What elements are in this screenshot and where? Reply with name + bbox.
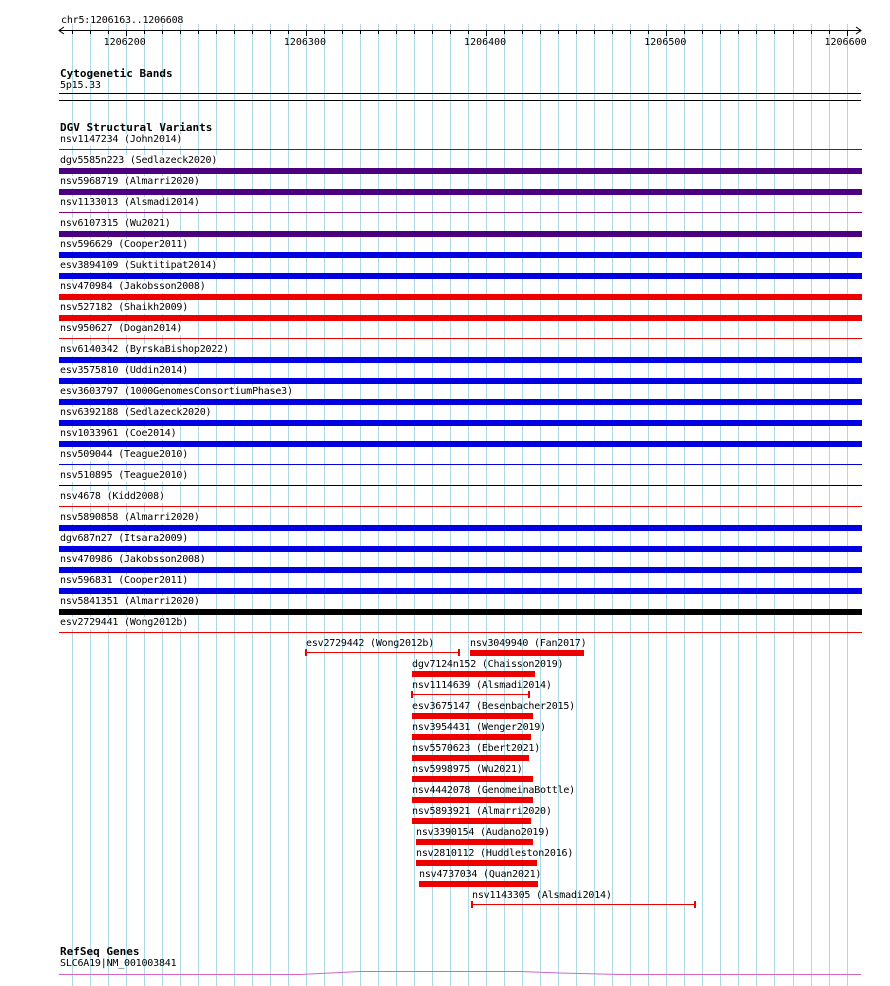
dgv-variant-label[interactable]: esv3575810 (Uddin2014) — [60, 365, 189, 376]
dgv-variant-bar[interactable] — [59, 252, 862, 258]
cytoband-bar[interactable] — [59, 93, 861, 94]
dgv-variant-label[interactable]: nsv470984 (Jakobsson2008) — [60, 281, 206, 292]
dgv-variant-endcap — [471, 901, 473, 908]
dgv-variant-bar[interactable] — [59, 609, 862, 615]
dgv-variant-bar[interactable] — [59, 546, 862, 552]
dgv-variant-endcap — [694, 901, 696, 908]
dgv-variant-row[interactable] — [0, 534, 890, 555]
dgv-variant-label[interactable]: nsv3954431 (Wenger2019) — [412, 722, 546, 733]
dgv-variant-bar[interactable] — [59, 567, 862, 573]
dgv-variant-label[interactable]: esv2729442 (Wong2012b) — [306, 638, 435, 649]
dgv-variant-bar[interactable] — [59, 273, 862, 279]
dgv-variant-bar[interactable] — [59, 168, 862, 174]
dgv-variant-row[interactable] — [0, 576, 890, 597]
dgv-variant-label[interactable]: nsv950627 (Dogan2014) — [60, 323, 183, 334]
dgv-variant-label[interactable]: nsv1133013 (Alsmadi2014) — [60, 197, 200, 208]
refseq-track-title: RefSeq Genes — [60, 945, 140, 958]
dgv-variant-label[interactable]: nsv5890858 (Almarri2020) — [60, 512, 200, 523]
dgv-variant-bar[interactable] — [412, 671, 535, 677]
dgv-variant-line[interactable] — [59, 506, 862, 507]
dgv-variant-label[interactable]: nsv4737034 (Quan2021) — [419, 869, 542, 880]
dgv-variant-label[interactable]: nsv1143305 (Alsmadi2014) — [472, 890, 612, 901]
dgv-variant-row[interactable] — [0, 366, 890, 387]
dgv-variant-bar[interactable] — [416, 860, 537, 866]
dgv-variant-row[interactable] — [0, 492, 890, 513]
dgv-variant-bar[interactable] — [59, 399, 862, 405]
ruler-tick-label: 1206300 — [283, 37, 326, 48]
dgv-variant-row[interactable] — [0, 513, 890, 534]
dgv-variant-label[interactable]: nsv5841351 (Almarri2020) — [60, 596, 200, 607]
dgv-variant-label[interactable]: nsv5570623 (Ebert2021) — [412, 743, 541, 754]
gene-intron-line — [59, 972, 861, 975]
dgv-variant-label[interactable]: nsv5893921 (Almarri2020) — [412, 806, 552, 817]
dgv-variant-row[interactable] — [0, 345, 890, 366]
dgv-variant-bar[interactable] — [419, 881, 538, 887]
dgv-variant-row[interactable] — [0, 450, 890, 471]
ruler-tick-label: 1206600 — [824, 37, 867, 48]
dgv-variant-label[interactable]: nsv596629 (Cooper2011) — [60, 239, 189, 250]
dgv-variant-label[interactable]: esv3894109 (Suktitipat2014) — [60, 260, 218, 271]
ruler-tick-label: 1206200 — [103, 37, 146, 48]
dgv-variant-row[interactable] — [0, 555, 890, 576]
dgv-variant-bar[interactable] — [412, 776, 533, 782]
cytoband-bar-bottom — [59, 100, 861, 101]
dgv-variant-label[interactable]: nsv4442078 (GenomeinaBottle) — [412, 785, 575, 796]
dgv-variant-bar[interactable] — [59, 357, 862, 363]
dgv-variant-label[interactable]: nsv4678 (Kidd2008) — [60, 491, 165, 502]
ruler-tick-label: 1206500 — [644, 37, 687, 48]
dgv-variant-label[interactable]: dgv7124n152 (Chaisson2019) — [412, 659, 564, 670]
dgv-variant-line[interactable] — [59, 464, 862, 465]
dgv-variant-bar[interactable] — [59, 420, 862, 426]
dgv-variant-endcap — [458, 649, 460, 656]
dgv-variant-row[interactable] — [0, 471, 890, 492]
dgv-variant-row[interactable] — [0, 198, 890, 219]
dgv-variant-bar[interactable] — [416, 839, 533, 845]
dgv-variant-label[interactable]: nsv1033961 (Coe2014) — [60, 428, 177, 439]
refseq-gene-model[interactable] — [0, 965, 890, 977]
dgv-variant-line[interactable] — [59, 212, 862, 213]
dgv-variant-row[interactable] — [0, 261, 890, 282]
dgv-variant-bar[interactable] — [59, 294, 862, 300]
dgv-variant-line[interactable] — [59, 485, 862, 486]
dgv-variant-bar[interactable] — [412, 797, 533, 803]
dgv-variant-bar[interactable] — [59, 588, 862, 594]
dgv-variant-line[interactable] — [59, 149, 862, 150]
dgv-variant-label[interactable]: esv3675147 (Besenbacher2015) — [412, 701, 575, 712]
dgv-variant-bar[interactable] — [412, 713, 533, 719]
dgv-variant-bar[interactable] — [59, 441, 862, 447]
dgv-variant-endcap — [411, 691, 413, 698]
dgv-variant-label[interactable]: nsv6140342 (ByrskaBishop2022) — [60, 344, 229, 355]
dgv-variant-row[interactable] — [0, 156, 890, 177]
dgv-variant-row[interactable] — [0, 429, 890, 450]
dgv-variant-bar[interactable] — [59, 231, 862, 237]
dgv-variant-line[interactable] — [59, 338, 862, 339]
dgv-variant-bar[interactable] — [470, 650, 584, 656]
dgv-variant-label[interactable]: nsv527182 (Shaikh2009) — [60, 302, 189, 313]
dgv-variant-line[interactable] — [412, 694, 529, 695]
cytogenetic-track-title: Cytogenetic Bands — [60, 67, 173, 80]
dgv-variant-label[interactable]: nsv3049940 (Fan2017) — [470, 638, 587, 649]
dgv-variant-label[interactable]: nsv470986 (Jakobsson2008) — [60, 554, 206, 565]
dgv-variant-row[interactable] — [0, 324, 890, 345]
dgv-variant-bar[interactable] — [59, 315, 862, 321]
dgv-variant-row[interactable] — [0, 408, 890, 429]
dgv-variant-endcap — [305, 649, 307, 656]
ruler-tick-label: 1206400 — [464, 37, 507, 48]
dgv-variant-row[interactable] — [0, 135, 890, 156]
dgv-variant-bar[interactable] — [59, 378, 862, 384]
dgv-variant-label[interactable]: esv2729441 (Wong2012b) — [60, 617, 189, 628]
dgv-variant-endcap — [528, 691, 530, 698]
dgv-variant-label[interactable]: nsv596831 (Cooper2011) — [60, 575, 189, 586]
dgv-variant-row[interactable] — [0, 618, 890, 639]
dgv-variant-label[interactable]: esv3603797 (1000GenomesConsortiumPhase3) — [60, 386, 293, 397]
dgv-variant-label[interactable]: nsv1147234 (John2014) — [60, 134, 183, 145]
dgv-variant-label[interactable]: dgv5585n223 (Sedlazeck2020) — [60, 155, 218, 166]
dgv-variant-row[interactable] — [0, 177, 890, 198]
dgv-variant-label[interactable]: nsv3390154 (Audano2019) — [416, 827, 550, 838]
dgv-variant-line[interactable] — [306, 652, 459, 653]
dgv-variant-row[interactable] — [0, 597, 890, 618]
dgv-variant-label[interactable]: nsv6392188 (Sedlazeck2020) — [60, 407, 212, 418]
refseq-gene-label[interactable]: SLC6A19|NM_001003841 — [60, 958, 177, 969]
dgv-variant-line[interactable] — [59, 632, 862, 633]
dgv-variant-bar[interactable] — [59, 189, 862, 195]
dgv-variant-line[interactable] — [472, 904, 695, 905]
dgv-variant-row[interactable] — [0, 219, 890, 240]
dgv-variant-bar[interactable] — [412, 818, 531, 824]
dgv-track-title: DGV Structural Variants — [60, 121, 213, 134]
dgv-variant-row[interactable] — [0, 282, 890, 303]
dgv-variant-label[interactable]: nsv510895 (Teague2010) — [60, 470, 189, 481]
ruler-scale[interactable] — [0, 0, 890, 60]
dgv-variant-row[interactable] — [0, 387, 890, 408]
dgv-variant-label[interactable]: nsv5968719 (Almarri2020) — [60, 176, 200, 187]
dgv-variant-label[interactable]: nsv509044 (Teague2010) — [60, 449, 189, 460]
ruler-location: chr5:1206163..1206608 — [61, 15, 184, 26]
dgv-variant-label[interactable]: nsv5998975 (Wu2021) — [412, 764, 523, 775]
cytoband-label[interactable]: 5p15.33 — [60, 80, 101, 91]
dgv-variant-row[interactable] — [0, 240, 890, 261]
dgv-variant-label[interactable]: nsv2810112 (Huddleston2016) — [416, 848, 574, 859]
dgv-variant-label[interactable]: nsv1114639 (Alsmadi2014) — [412, 680, 552, 691]
dgv-variant-label[interactable]: dgv687n27 (Itsara2009) — [60, 533, 189, 544]
dgv-variant-bar[interactable] — [412, 755, 529, 761]
dgv-variant-row[interactable] — [0, 303, 890, 324]
dgv-variant-bar[interactable] — [59, 525, 862, 531]
dgv-variant-bar[interactable] — [412, 734, 531, 740]
dgv-variant-label[interactable]: nsv6107315 (Wu2021) — [60, 218, 171, 229]
